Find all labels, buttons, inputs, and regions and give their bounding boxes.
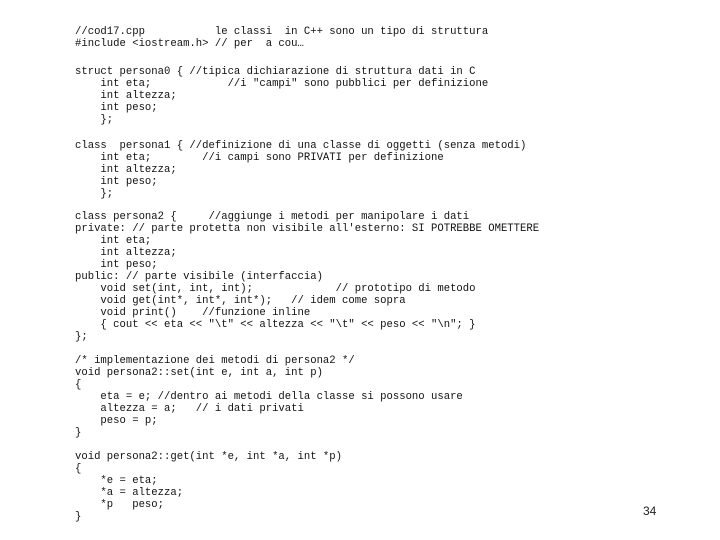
code-line: //cod17.cpp le classi in C++ sono un tipo di struttura xyxy=(75,26,489,38)
code-line: *a = altezza; xyxy=(75,487,184,499)
code-line: int peso; xyxy=(75,259,158,271)
code-line: int altezza; xyxy=(75,247,177,259)
code-line: void print() //funzione inline xyxy=(75,307,311,319)
code-line: struct persona0 { //tipica dichiarazione di struttura dati in C xyxy=(75,66,476,78)
code-line: }; xyxy=(75,331,88,343)
code-line: { cout << eta << "\t" << altezza << "\t" << peso << "\n"; } xyxy=(75,319,476,331)
code-line: peso = p; xyxy=(75,415,158,427)
code-line: class persona1 { //definizione di una classe di oggetti (senza metodi) xyxy=(75,140,527,152)
code-line: class persona2 { //aggiunge i metodi per manipolare i dati xyxy=(75,211,470,223)
code-line: { xyxy=(75,463,82,475)
code-line: *e = eta; xyxy=(75,475,158,487)
code-line: int eta; xyxy=(75,235,152,247)
code-line: int peso; xyxy=(75,102,158,114)
code-line: } xyxy=(75,427,82,439)
page-number: 34 xyxy=(643,504,657,518)
code-line: int altezza; xyxy=(75,164,177,176)
code-line: eta = e; //dentro ai metodi della classe si possono usare xyxy=(75,391,463,403)
code-line: } xyxy=(75,511,82,523)
code-line: }; xyxy=(75,114,114,126)
code-line: public: // parte visibile (interfaccia) xyxy=(75,271,323,283)
code-line: /* implementazione dei metodi di persona2 */ xyxy=(75,355,355,367)
code-line: #include <iostream.h> // per a cou… xyxy=(75,38,304,50)
code-line: int eta; //i campi sono PRIVATI per definizione xyxy=(75,152,444,164)
code-line: int altezza; xyxy=(75,90,177,102)
code-line: int eta; //i "campi" sono pubblici per definizione xyxy=(75,78,489,90)
code-line: }; xyxy=(75,188,114,200)
code-line: altezza = a; // i dati privati xyxy=(75,403,304,415)
code-line: void persona2::get(int *e, int *a, int *p) xyxy=(75,451,343,463)
code-line: *p peso; xyxy=(75,499,165,511)
code-line: void get(int*, int*, int*); // idem come sopra xyxy=(75,295,406,307)
code-line: void persona2::set(int e, int a, int p) xyxy=(75,367,323,379)
code-line: void set(int, int, int); // prototipo di metodo xyxy=(75,283,476,295)
code-line: { xyxy=(75,379,82,391)
code-line: int peso; xyxy=(75,176,158,188)
code-line: private: // parte protetta non visibile all'esterno: SI POTREBBE OMETTERE xyxy=(75,223,540,235)
